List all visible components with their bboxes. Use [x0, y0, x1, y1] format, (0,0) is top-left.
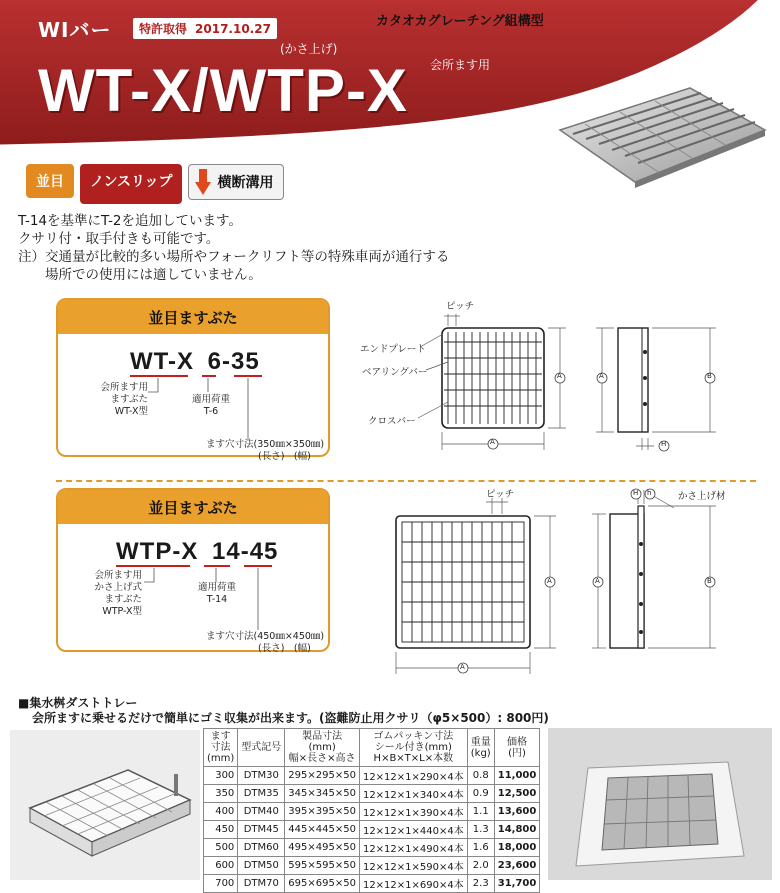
col-packing: ゴムパッキン寸法 シール付き(mm) H×B×T×L×本数 — [359, 729, 467, 767]
table-row: 350 DTM35 345×345×50 12×12×1×340×4本 0.9 12,500 — [204, 785, 540, 803]
label-pitch: ピッチ — [486, 489, 515, 500]
dim-a: A — [557, 372, 562, 380]
tag-nonslip — [80, 164, 182, 204]
model-code: WT-X 6-35 — [130, 348, 260, 375]
usage-label: 会所ます用 — [430, 58, 491, 72]
kasa-label: (かさ上げ) — [280, 42, 338, 56]
note-usage — [78, 570, 142, 618]
card-heading: 並目ますぶた — [58, 300, 328, 334]
dust-tray-table — [203, 728, 540, 893]
note-line: 適用荷重 — [192, 394, 231, 405]
installed-tray-photo — [548, 728, 772, 880]
label-end-plate: エンドプレート — [360, 344, 426, 355]
dim-h: H — [661, 440, 667, 448]
card-callout-lines — [58, 300, 328, 455]
dust-tray-title: ■集水桝ダストトレー — [18, 696, 138, 710]
note-line: 適用荷重 — [198, 582, 237, 593]
card-heading: 並目ますぶた — [58, 490, 328, 524]
model-load: 14 — [212, 538, 241, 565]
model-card-wtp — [56, 488, 330, 652]
note-line: WT-X型 — [114, 406, 148, 417]
note-line: ますぶた — [104, 594, 142, 605]
intro-line: T-14を基準にT-2を追加しています。 — [18, 213, 242, 229]
patent-label: 特許取得 — [139, 22, 188, 36]
label-cross-bar: クロスバー — [368, 416, 416, 427]
intro-line: 注）交通量が比較的多い場所やフォークリフト等の特殊車両が通行する — [18, 249, 450, 265]
col-product: 製品寸法 (mm) 幅×長さ×高さ — [285, 729, 360, 767]
col-price: 価格 (円) — [494, 729, 540, 767]
col-weight: 重量 (kg) — [467, 729, 494, 767]
intro-line: クサリ付・取手付きも可能です。 — [18, 231, 220, 247]
intro-line: 場所での使用には適していません。 — [18, 267, 262, 283]
table-row: 300 DTM30 295×295×50 12×12×1×290×4本 0.8 11,000 — [204, 767, 540, 785]
patent-badge — [133, 18, 277, 39]
brand-label: WIバー — [38, 18, 112, 42]
dim-b: B — [707, 577, 712, 585]
note-size-sub: (長さ) (幅) — [258, 643, 311, 654]
dim-a: A — [595, 577, 600, 585]
tag-oudan — [188, 164, 284, 200]
note-size-sub: (長さ) (幅) — [258, 451, 311, 462]
dust-tray-photo — [10, 730, 200, 880]
grating-type: カタオカグレーチング組構型 — [376, 14, 544, 29]
patent-date: 2017.10.27 — [195, 22, 271, 36]
table-row: 600 DTM50 595×595×50 12×12×1×590×4本 2.0 23,600 — [204, 857, 540, 875]
dim-a: A — [490, 438, 495, 446]
tag-oudan-label: 横断溝用 — [217, 175, 274, 191]
note-line: 会所ます用 — [94, 570, 142, 581]
note-line: 会所ます用 — [100, 382, 148, 393]
table-row: 700 DTM70 695×695×50 12×12×1×690×4本 2.3 31,700 — [204, 875, 540, 893]
grating-top-view — [396, 498, 556, 674]
dust-tray-subtitle: 会所ますに乗せるだけで簡単にゴミ収集が出来ます。(盗難防止用クサリ（φ5×500）: 800円) — [32, 711, 549, 725]
dim-h-small: h — [647, 489, 652, 497]
tag-namime: 並目 — [26, 164, 74, 198]
note-size: ます穴寸法(450㎜×450㎜) — [206, 631, 325, 642]
model-prefix: WT-X — [130, 348, 194, 375]
label-kasa-material: かさ上げ材 — [678, 491, 726, 502]
model-code: WTP-X 14-45 — [116, 538, 279, 565]
dim-b: B — [707, 372, 712, 380]
dim-h: H — [633, 489, 639, 497]
col-model: 型式記号 — [238, 729, 285, 767]
note-line: かさ上げ式 — [94, 582, 142, 593]
table-row: 450 DTM45 445×445×50 12×12×1×440×4本 1.3 14,800 — [204, 821, 540, 839]
label-pitch: ピッチ — [446, 301, 475, 312]
note-line: T-14 — [206, 594, 228, 605]
note-line: ますぶた — [110, 394, 148, 405]
model-size: 45 — [249, 538, 279, 565]
dim-a: A — [460, 663, 465, 671]
page-title: WT-X/WTP-X — [38, 57, 408, 124]
intro-text — [18, 212, 449, 284]
note-line: T-6 — [203, 406, 219, 417]
dim-a: A — [599, 372, 604, 380]
note-size: ます穴寸法(350㎜×350㎜) — [206, 439, 325, 450]
tag-nonslip-label: ノンスリップ — [90, 174, 173, 190]
grating-side-view — [596, 328, 716, 451]
model-size: 35 — [231, 348, 260, 375]
down-arrow-icon — [195, 169, 211, 195]
feature-tags — [26, 164, 284, 204]
note-line: WTP-X型 — [102, 606, 142, 617]
grating-photo — [540, 70, 770, 200]
dim-a: A — [547, 577, 552, 585]
table-row: 400 DTM40 395×395×50 12×12×1×390×4本 1.1 13,600 — [204, 803, 540, 821]
note-usage — [88, 382, 148, 418]
grating-side-view — [592, 489, 716, 648]
model-prefix: WTP-X — [116, 538, 199, 565]
note-load — [192, 394, 230, 418]
note-load — [198, 582, 236, 606]
col-size: ます 寸法 (mm) — [204, 729, 238, 767]
section-divider — [56, 480, 756, 482]
model-load: 6 — [207, 348, 223, 375]
label-bearing-bar: ベアリングバー — [362, 367, 428, 378]
table-row: 500 DTM60 495×495×50 12×12×1×490×4本 1.6 18,000 — [204, 839, 540, 857]
model-card-wt — [56, 298, 330, 462]
grating-top-view — [418, 314, 566, 450]
